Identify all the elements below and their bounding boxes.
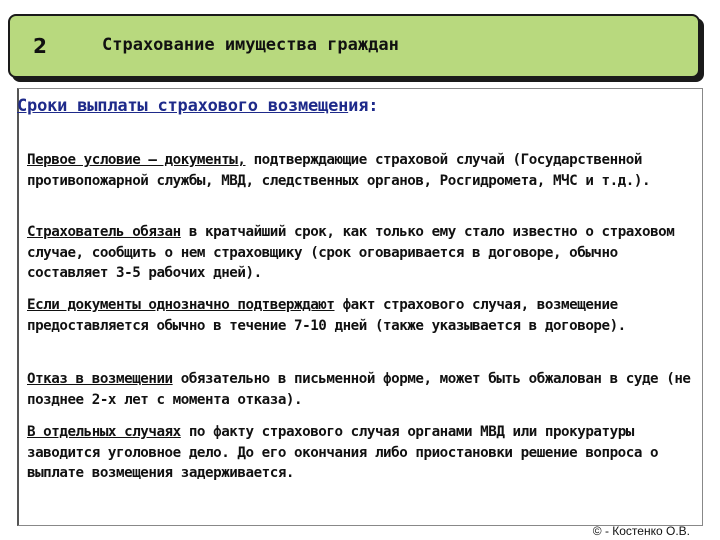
slide-title: Страхование имущества граждан xyxy=(102,35,399,55)
section-heading xyxy=(17,96,378,116)
paragraph-refusal xyxy=(27,369,699,410)
paragraph-insured-duty xyxy=(27,222,699,284)
paragraph-lead: В отдельных случаях xyxy=(27,424,181,440)
section-heading-rest: ия: xyxy=(348,96,379,116)
paragraph-text: обязательно в письменной форме, может быть обжалован в суде (не позднее 2-х лет с момента отказа). xyxy=(27,371,691,408)
paragraph-lead: Отказ в возмещении xyxy=(27,371,173,387)
paragraph-criminal-case xyxy=(27,422,699,484)
paragraph-lead: Если документы однозначно подтверждают xyxy=(27,297,335,313)
paragraph-text: подтверждающие страховой случай (Государственной противопожарной службы, МВД, следственных органов, Росгидромета, МЧС и т.д.). xyxy=(27,152,651,189)
paragraph-text: в кратчайший срок, как только ему стало известно о страховом случае, сообщить о нем страховщику (срок оговаривается в договоре, обычно составляет 3-5 рабочих дней). xyxy=(27,224,675,281)
paragraph-documents xyxy=(27,150,699,191)
paragraph-payment-term xyxy=(27,295,699,336)
title-banner xyxy=(8,14,700,78)
copyright-footer: © - Костенко О.В. xyxy=(592,524,690,538)
paragraph-text: факт страхового случая, возмещение предоставляется обычно в течение 7-10 дней (также указывается в договоре). xyxy=(27,297,626,334)
paragraph-lead: Страхователь обязан xyxy=(27,224,181,240)
section-heading-underlined: Сроки выплаты страхового возмещен xyxy=(17,96,349,116)
paragraph-text: по факту страхового случая органами МВД или прокуратуры заводится уголовное дело. До его окончания либо приостановки решение вопроса о выплате возмещения задерживается. xyxy=(27,424,659,481)
slide-number: 2 xyxy=(33,34,47,58)
paragraph-lead: Первое условие – документы, xyxy=(27,152,246,168)
